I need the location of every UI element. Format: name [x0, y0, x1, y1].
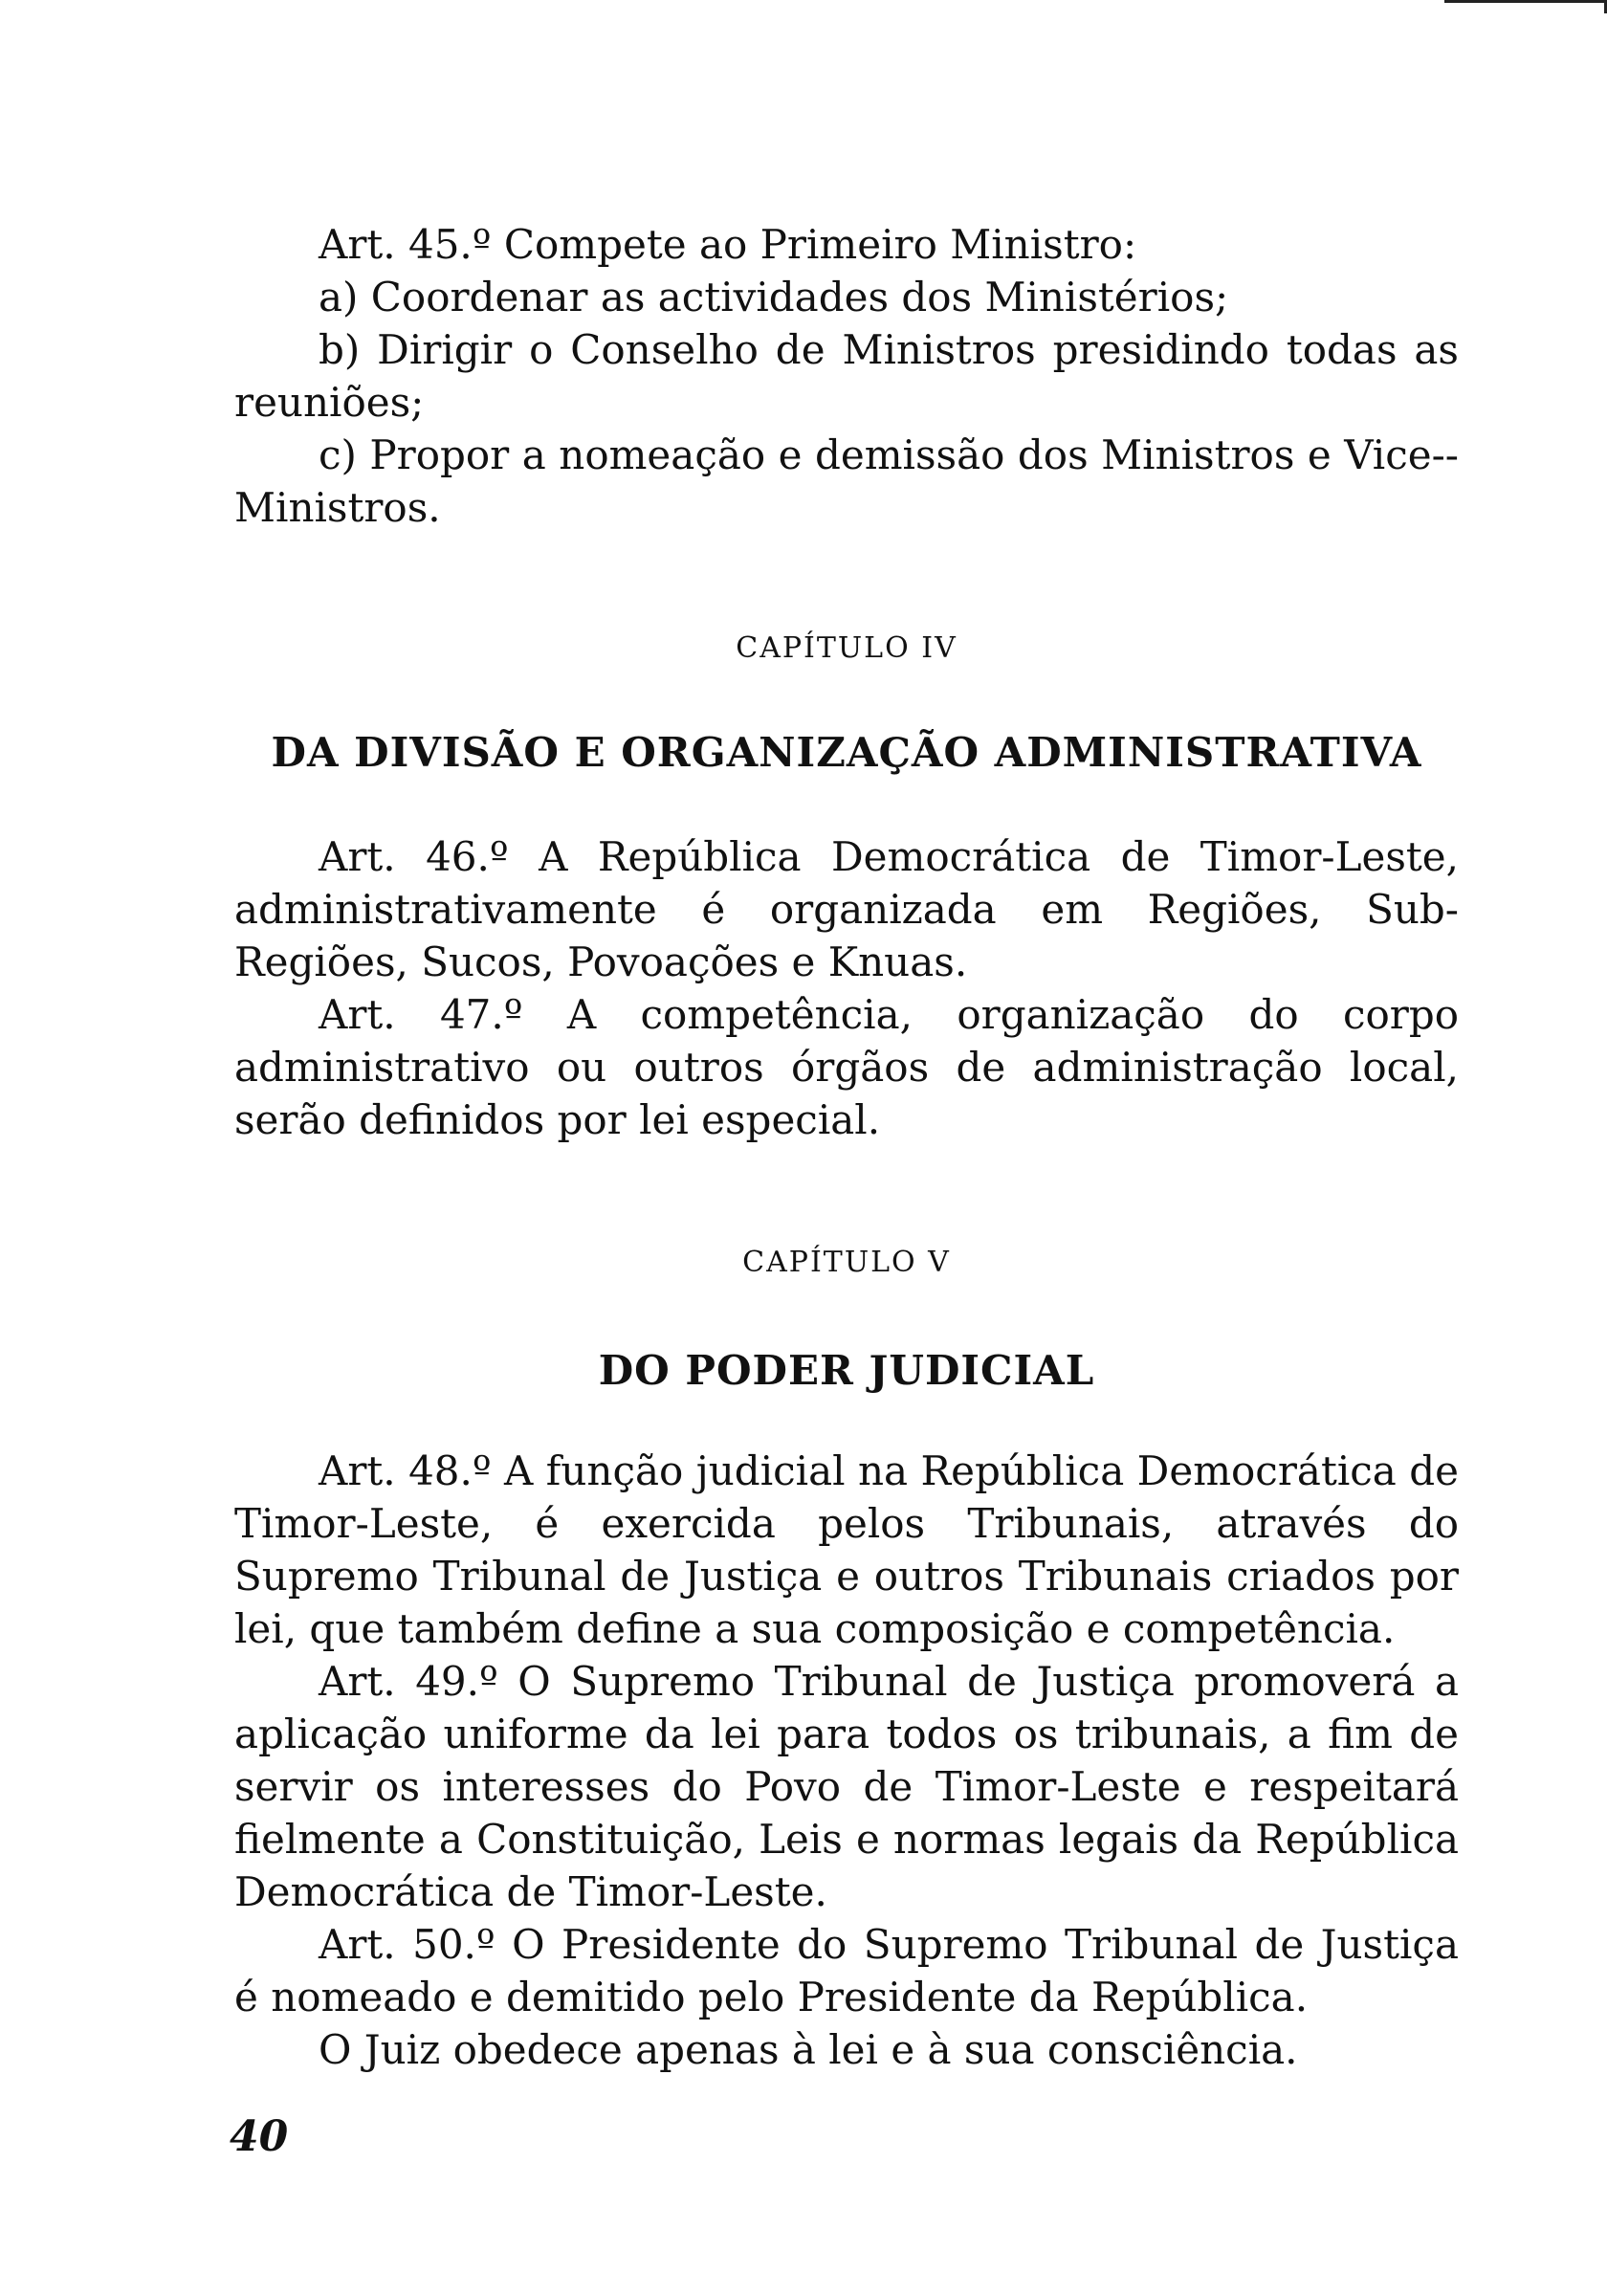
page-corner-mark [1444, 0, 1607, 13]
article-48: Art. 48.º A função judicial na República Democrática de Timor-Leste, é exercida pelos Tribunais, através do Supremo Tribunal de Justiça e outros Tribunais criados por lei, que também define a sua composição e competência. [234, 1447, 1459, 1652]
chapter-4-header [234, 631, 1459, 665]
chapter-5-label: CAPÍTULO V [742, 1246, 951, 1279]
article-45-intro: Art. 45.º Compete ao Primeiro Ministro: [319, 221, 1137, 268]
article-45-item-b: b) Dirigir o Conselho de Ministros presidindo todas as reuniões; [234, 326, 1459, 426]
chapter-4-title: DA DIVISÃO E ORGANIZAÇÃO ADMINISTRATIVA [271, 729, 1422, 776]
articles-48-50-block [234, 1445, 1459, 2076]
articles-46-47-block [234, 830, 1459, 1146]
chapter-5-header [234, 1246, 1459, 1279]
chapter-5-title: DO PODER JUDICIAL [598, 1347, 1095, 1394]
article-50: Art. 50.º O Presidente do Supremo Tribunal de Justiça é nomeado e demitido pelo Presidente da República. [234, 1921, 1459, 2020]
article-49: Art. 49.º O Supremo Tribunal de Justiça promoverá a aplicação uniforme da lei para todos os tribunais, a fim de servir os interesses do Povo de Timor-Leste e respeitará fielmente a Constituição, Leis e normas legais da República Democrática de Timor-Leste. [234, 1658, 1459, 1915]
page-number: 40 [230, 2112, 289, 2161]
article-45-item-a: a) Coordenar as actividades dos Ministérios; [319, 274, 1229, 320]
chapter-4-title-block [234, 729, 1459, 776]
chapter-5-title-block [234, 1347, 1459, 1394]
article-50-paragraph-2: O Juiz obedece apenas à lei e à sua consciência. [319, 2026, 1298, 2073]
article-45-item-c: c) Propor a nomeação e demissão dos Ministros e Vice--Ministros. [234, 431, 1459, 531]
chapter-4-label: CAPÍTULO IV [736, 631, 958, 665]
article-46: Art. 46.º A República Democrática de Timor-Leste, administrativamente é organizada em Regiões, Sub-Regiões, Sucos, Povoações e Knuas. [234, 833, 1459, 985]
article-47: Art. 47.º A competência, organização do corpo administrativo ou outros órgãos de administração local, serão definidos por lei especial. [234, 991, 1459, 1143]
article-45-block [234, 218, 1459, 534]
